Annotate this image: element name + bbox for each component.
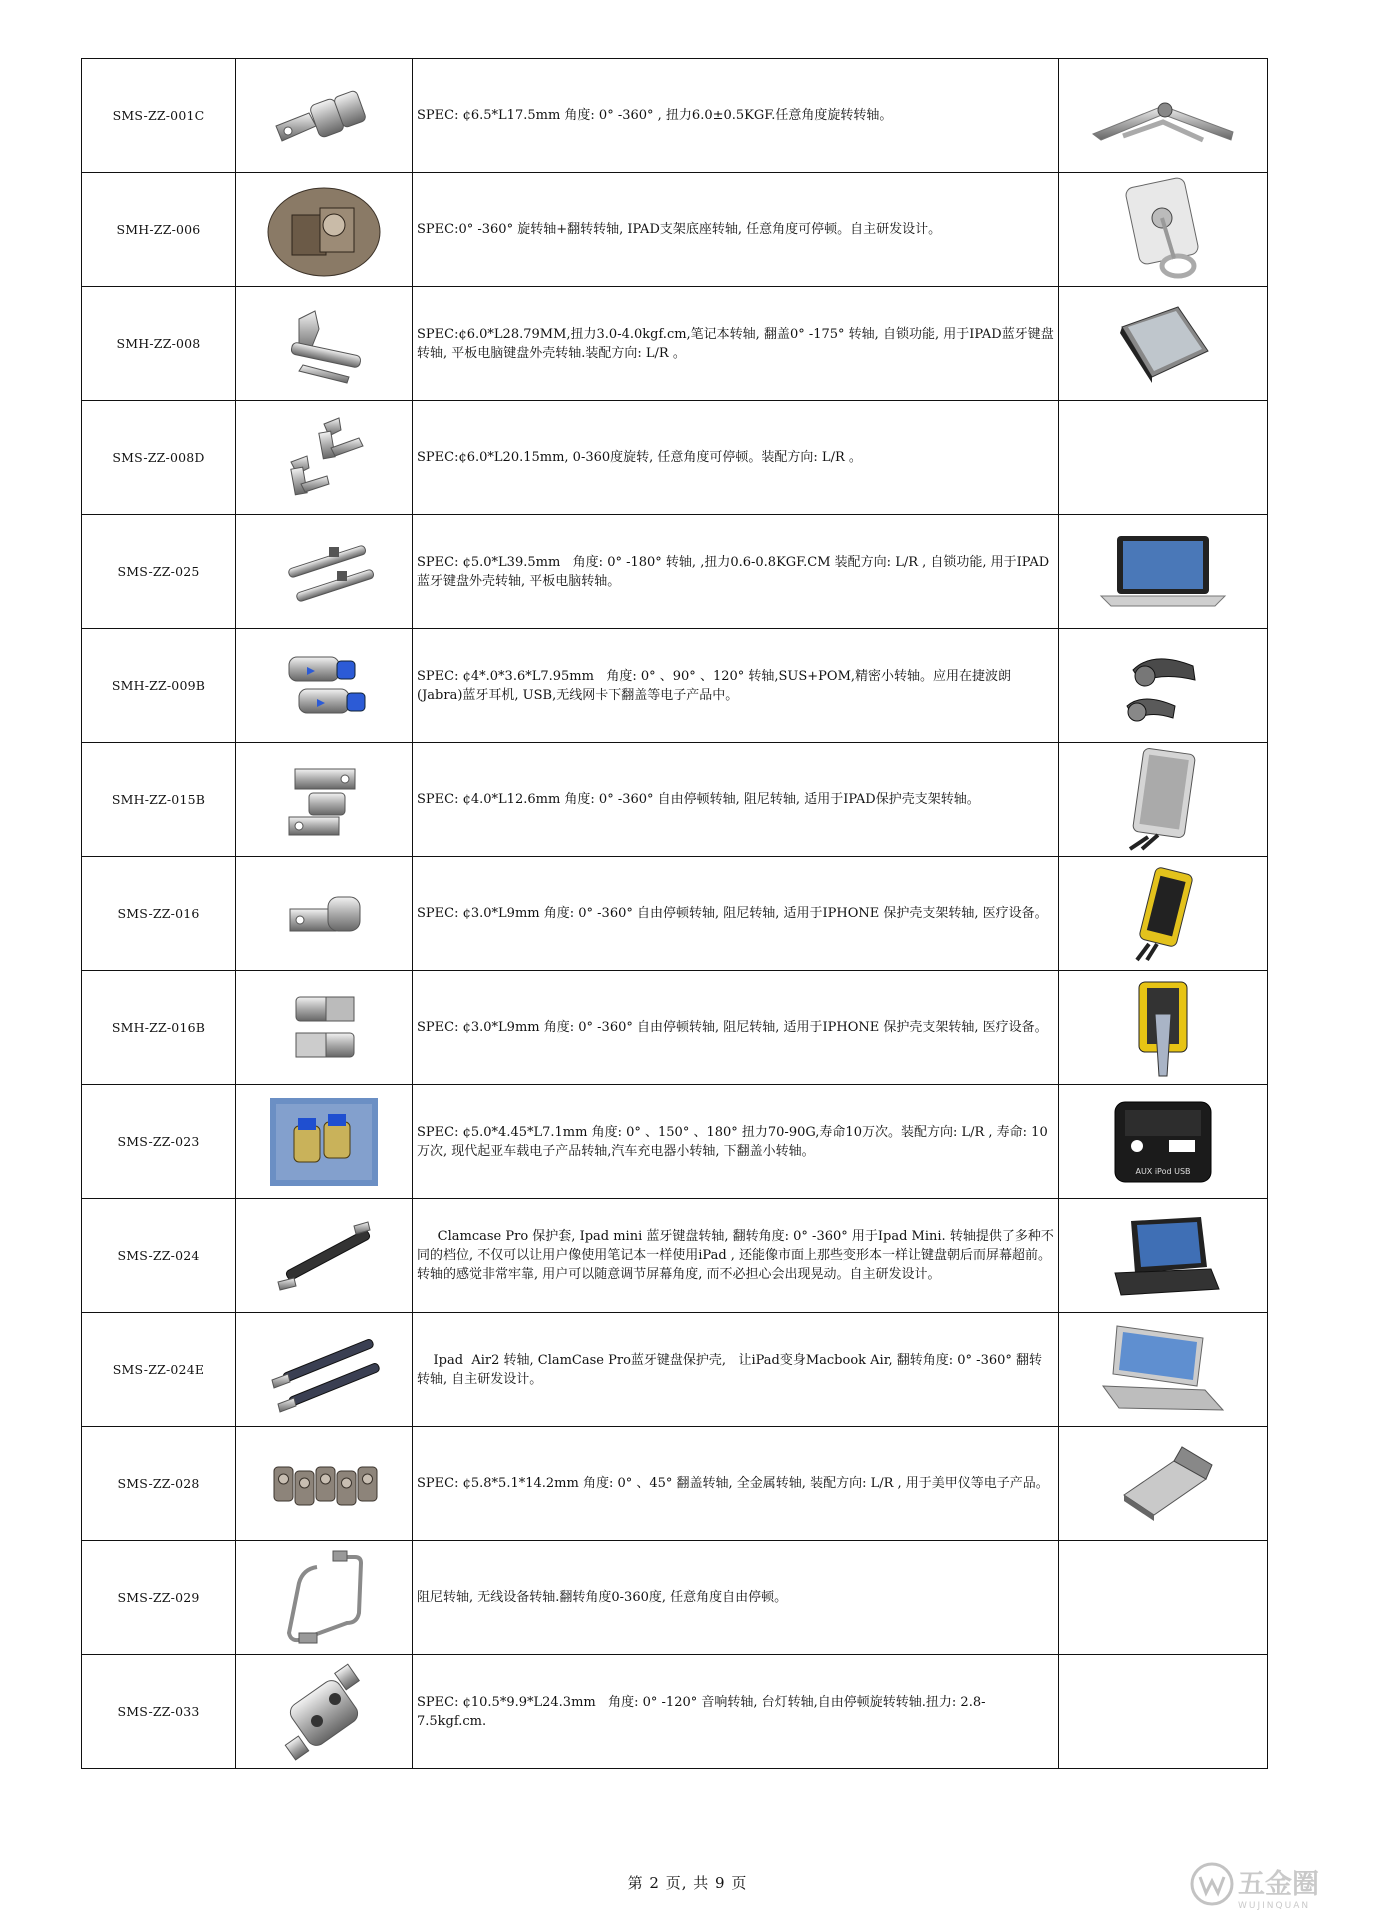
- product-code: SMH-ZZ-016B: [82, 971, 236, 1085]
- product-code: SMS-ZZ-024: [82, 1199, 236, 1313]
- small-hinge-pair-icon: [236, 985, 412, 1070]
- hinge-pair-icon: [236, 410, 412, 505]
- table-row: [82, 1541, 1268, 1655]
- product-code: SMH-ZZ-009B: [82, 629, 236, 743]
- product-image-cell: [236, 971, 413, 1085]
- ipad-mini-keyboard-icon: [1059, 1211, 1267, 1301]
- product-code: SMH-ZZ-008: [82, 287, 236, 401]
- car-hinge-icon: [236, 1098, 412, 1186]
- spec-cell: [413, 173, 1059, 287]
- spec-text: SPEC: ¢3.0*L9mm 角度: 0° -360° 自由停顿转轴, 阻尼转轴, 适用于IPHONE 保护壳支架转轴, 医疗设备。: [417, 906, 1048, 921]
- spec-text: Clamcase Pro 保护套, Ipad mini 蓝牙键盘转轴, 翻转角度: 0° -360° 用于Ipad Mini. 转轴提供了多种不同的档位, 不仅可以让用户像使用笔记本一样使用iPad , 还能像市面上那些变形本一样让键盘朝后而屏幕超前。转轴的感觉非常牢靠, 用户可以随意调节屏幕角度, 而不必担心会出现晃动。自主研发设计。: [417, 1229, 1054, 1282]
- product-image-cell: [236, 1541, 413, 1655]
- spec-text: SPEC: ¢4*.0*3.6*L7.95mm 角度: 0° 、90° 、120° 转轴,SUS+POM,精密小转轴。应用在捷波朗(Jabra)蓝牙耳机, USB,无线网卡下翻盖等电子产品中。: [417, 668, 1012, 703]
- spec-cell: [413, 1427, 1059, 1541]
- table-row: [82, 1427, 1268, 1541]
- spec-text: SPEC:¢6.0*L20.15mm, 0-360度旋转, 任意角度可停顿。装配方向: L/R 。: [417, 450, 862, 465]
- product-image-cell: [236, 1199, 413, 1313]
- table-row: [82, 1313, 1268, 1427]
- product-table: [81, 58, 1268, 1769]
- watermark-logo: [1188, 1857, 1363, 1912]
- table-row: [82, 1655, 1268, 1769]
- spec-cell: [413, 857, 1059, 971]
- mini-hinge-icon: [236, 643, 412, 728]
- page-footer: 第 2 页, 共 9 页: [627, 1874, 748, 1892]
- long-hinge-pair-icon: [236, 527, 412, 617]
- spec-cell: [413, 515, 1059, 629]
- product-image-cell: [236, 287, 413, 401]
- product-image-cell: [236, 59, 413, 173]
- table-row: [82, 629, 1268, 743]
- product-code: SMS-ZZ-001C: [82, 59, 236, 173]
- spec-cell: [413, 629, 1059, 743]
- spec-text: Ipad Air2 转轴, ClamCase Pro蓝牙键盘保护壳, 让iPad变身Macbook Air, 翻转角度: 0° -360° 翻转转轴, 自主研发设计。: [417, 1352, 1043, 1387]
- table-row: [82, 1085, 1268, 1199]
- ipad-ring-holder-icon: [1059, 176, 1267, 284]
- spec-text: SPEC: ¢5.0*L39.5mm 角度: 0° -180° 转轴, ,扭力0.6-0.8KGF.CM 装配方向: L/R , 自锁功能, 用于IPAD蓝牙键盘外壳转轴, 平板电脑转轴。: [417, 554, 1050, 589]
- table-row: [82, 401, 1268, 515]
- product-code: SMS-ZZ-033: [82, 1655, 236, 1769]
- spec-text: SPEC: ¢5.0*4.45*L7.1mm 角度: 0° 、150° 、180° 扭力70-90G,寿命10万次。装配方向: L/R , 寿命: 10万次, 现代起亚车载电子产品转轴,汽车充电器小转轴, 下翻盖小转轴。: [417, 1124, 1048, 1159]
- product-code: SMS-ZZ-029: [82, 1541, 236, 1655]
- application-image-cell: [1059, 515, 1268, 629]
- product-image-cell: [236, 1655, 413, 1769]
- spec-text: SPEC: ¢3.0*L9mm 角度: 0° -360° 自由停顿转轴, 阻尼转轴, 适用于IPHONE 保护壳支架转轴, 医疗设备。: [417, 1020, 1048, 1035]
- application-image-cell: [1059, 1085, 1268, 1199]
- product-image-cell: [236, 629, 413, 743]
- application-image-cell: [1059, 1655, 1268, 1769]
- product-image-cell: [236, 173, 413, 287]
- table-row: [82, 59, 1268, 173]
- spec-cell: [413, 971, 1059, 1085]
- product-code: SMS-ZZ-024E: [82, 1313, 236, 1427]
- product-image-cell: [236, 743, 413, 857]
- product-image-cell: [236, 1085, 413, 1199]
- bluetooth-headset-icon: [1059, 636, 1267, 736]
- car-charger-icon: [1059, 1094, 1267, 1190]
- tablet-kickstand-icon: [1059, 745, 1267, 855]
- spec-text: SPEC:¢6.0*L28.79MM,扭力3.0-4.0kgf.cm,笔记本转轴, 翻盖0° -175° 转轴, 自锁功能, 用于IPAD蓝牙键盘转轴, 平板电脑键盘外壳转轴.装配方向: L/R 。: [417, 326, 1054, 361]
- table-row: [82, 173, 1268, 287]
- spec-cell: [413, 1541, 1059, 1655]
- spec-text: SPEC:0° -360° 旋转轴+翻转转轴, IPAD支架底座转轴, 任意角度可停顿。自主研发设计。: [417, 222, 942, 237]
- table-row: [82, 857, 1268, 971]
- keyboard-hinge-bar-icon: [236, 1208, 412, 1303]
- spec-cell: [413, 59, 1059, 173]
- product-code: SMS-ZZ-028: [82, 1427, 236, 1541]
- spec-cell: [413, 1313, 1059, 1427]
- product-image-cell: [236, 1313, 413, 1427]
- watermark-subtext: WUJINQUAN: [1238, 1901, 1311, 1911]
- application-image-cell: [1059, 1199, 1268, 1313]
- nail-device-icon: [1059, 1439, 1267, 1529]
- product-code: SMS-ZZ-008D: [82, 401, 236, 515]
- wire-hinge-icon: [236, 1543, 412, 1653]
- phone-case-stand-icon: [1059, 864, 1267, 964]
- keyboard-hinge-bar-pair-icon: [236, 1322, 412, 1417]
- car-charger-label: AUX iPod USB: [1135, 1166, 1191, 1176]
- product-image-cell: [236, 401, 413, 515]
- tablet-keyboard-case-icon: [1059, 299, 1267, 389]
- spec-cell: [413, 287, 1059, 401]
- application-image-cell: [1059, 743, 1268, 857]
- metal-hinge-set-icon: [236, 1449, 412, 1519]
- rotating-base-icon: [236, 180, 412, 280]
- spec-text: SPEC: ¢5.8*5.1*14.2mm 角度: 0° 、45° 翻盖转轴, 全金属转轴, 装配方向: L/R , 用于美甲仪等电子产品。: [417, 1476, 1049, 1491]
- laptop-stand-icon: [1059, 76, 1267, 156]
- spec-text: SPEC: ¢10.5*9.9*L24.3mm 角度: 0° -120° 音响转轴, 台灯转轴,自由停顿旋转转轴.扭力: 2.8-7.5kgf.cm.: [417, 1694, 986, 1729]
- spec-cell: [413, 1085, 1059, 1199]
- product-image-cell: [236, 1427, 413, 1541]
- product-code: SMS-ZZ-023: [82, 1085, 236, 1199]
- application-image-cell: [1059, 173, 1268, 287]
- spec-cell: [413, 401, 1059, 515]
- spec-text: SPEC: ¢6.5*L17.5mm 角度: 0° -360° , 扭力6.0±0.5KGF.任意角度旋转转轴。: [417, 108, 893, 123]
- spec-text: 阻尼转轴, 无线设备转轴.翻转角度0-360度, 任意角度自由停顿。: [417, 1590, 788, 1605]
- application-image-cell: [1059, 629, 1268, 743]
- application-image-cell: [1059, 1427, 1268, 1541]
- watermark-text: 五金圈: [1238, 1869, 1319, 1900]
- application-image-cell: [1059, 59, 1268, 173]
- table-row: [82, 743, 1268, 857]
- ipad-air-keyboard-icon: [1059, 1320, 1267, 1420]
- product-code: SMH-ZZ-015B: [82, 743, 236, 857]
- product-code: SMH-ZZ-006: [82, 173, 236, 287]
- small-hinge-icon: [236, 879, 412, 949]
- application-image-cell: [1059, 857, 1268, 971]
- ipad-keyboard-icon: [1059, 532, 1267, 612]
- application-image-cell: [1059, 401, 1268, 515]
- spec-cell: [413, 743, 1059, 857]
- spec-text: SPEC: ¢4.0*L12.6mm 角度: 0° -360° 自由停顿转轴, 阻尼转轴, 适用于IPAD保护壳支架转轴。: [417, 792, 980, 807]
- speaker-hinge-icon: [236, 1659, 412, 1764]
- application-image-cell: [1059, 1541, 1268, 1655]
- application-image-cell: [1059, 971, 1268, 1085]
- application-image-cell: [1059, 287, 1268, 401]
- table-row: [82, 515, 1268, 629]
- phone-clip-case-icon: [1059, 974, 1267, 1082]
- table-row: [82, 971, 1268, 1085]
- spec-cell: [413, 1655, 1059, 1769]
- spec-cell: [413, 1199, 1059, 1313]
- damping-hinge-icon: [236, 755, 412, 845]
- table-row: [82, 1199, 1268, 1313]
- application-image-cell: [1059, 1313, 1268, 1427]
- hinge-bracket-icon: [236, 299, 412, 389]
- product-code: SMS-ZZ-016: [82, 857, 236, 971]
- product-code: SMS-ZZ-025: [82, 515, 236, 629]
- product-image-cell: [236, 515, 413, 629]
- hinge-shaft-icon: [236, 71, 412, 161]
- table-row: [82, 287, 1268, 401]
- product-image-cell: [236, 857, 413, 971]
